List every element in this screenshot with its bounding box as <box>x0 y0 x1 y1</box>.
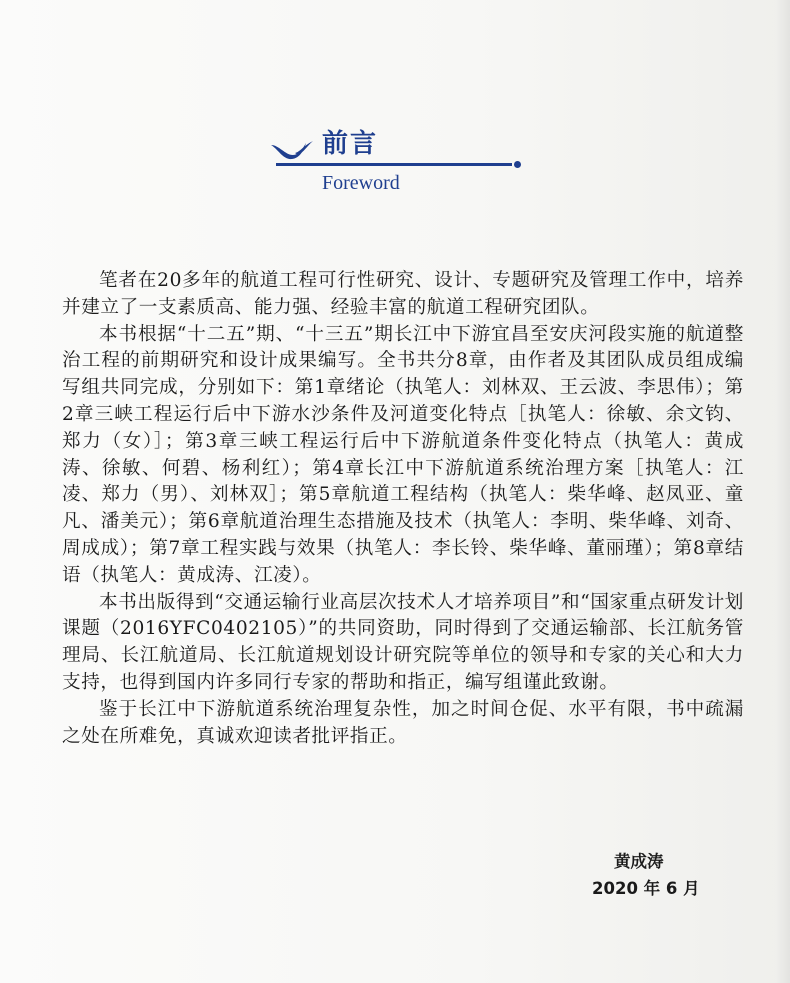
paragraph-3: 本书出版得到“交通运输行业高层次技术人才培养项目”和“国家重点研发计划课题（2016YFC0402105）”的共同资助，同时得到了交通运输部、长江航务管理局、长江航道局、长江航道规划设计研究院等单位的领导和专家的关心和大力支持，也得到国内许多同行专家的帮助和指正，编写组谨此致谢。 <box>62 591 744 693</box>
wave-bird-icon <box>270 136 314 162</box>
title-english: Foreword <box>322 172 400 194</box>
author-name: 黄成涛 <box>614 852 664 871</box>
page-edge-shadow <box>776 0 790 983</box>
title-chinese: 前言 <box>322 129 379 159</box>
heading-rule-dot <box>514 161 521 168</box>
paragraph-1: 笔者在20多年的航道工程可行性研究、设计、专题研究及管理工作中，培养并建立了一支素质高、能力强、经验丰富的航道工程研究团队。 <box>62 270 744 318</box>
signature-block <box>580 848 710 902</box>
foreword-body <box>62 268 744 750</box>
heading-rule <box>276 163 512 166</box>
paragraph-4: 鉴于长江中下游航道系统治理复杂性，加之时间仓促、水平有限，书中疏漏之处在所难免，真诚欢迎读者批评指正。 <box>62 698 744 747</box>
signature-date: 2020 年 6 月 <box>592 879 700 898</box>
foreword-heading <box>270 128 522 198</box>
paragraph-2: 本书根据“十二五”期、“十三五”期长江中下游宜昌至安庆河段实施的航道整治工程的前期研究和设计成果编写。全书共分8章，由作者及其团队成员组成编写组共同完成，分别如下：第1章绪论（执笔人：刘林双、王云波、李思伟）；第2章三峡工程运行后中下游水沙条件及河道变化特点［执笔人：徐敏、余文钧、郑力（女）］；第3章三峡工程运行后中下游航道条件变化特点（执笔人：黄成涛、徐敏、何碧、杨利红）；第4章长江中下游航道系统治理方案［执笔人：江凌、郑力（男）、刘林双］；第5章航道工程结构（执笔人：柴华峰、赵凤亚、童凡、潘美元）；第6章航道治理生态措施及技术（执笔人：李明、柴华峰、刘奇、周成成）；第7章工程实践与效果（执笔人：李长铃、柴华峰、董丽瑾）；第8章结语（执笔人：黄成涛、江凌）。 <box>62 323 744 586</box>
